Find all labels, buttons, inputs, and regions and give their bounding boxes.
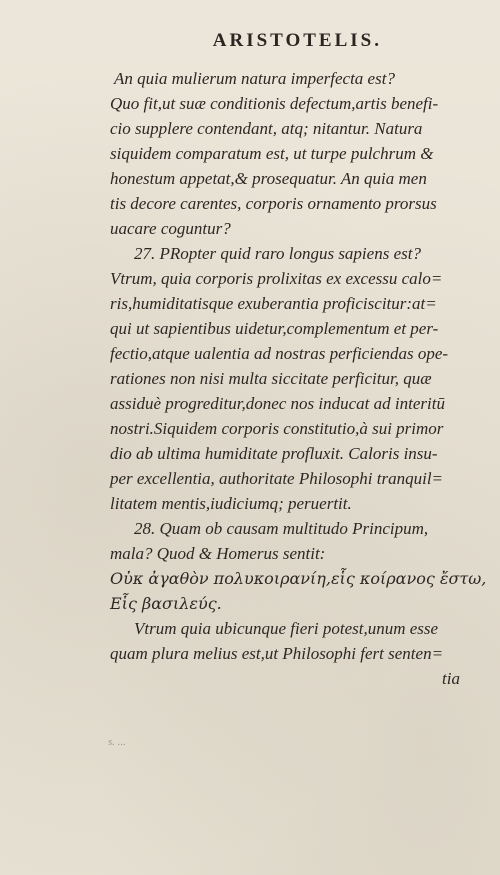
text-line: ris,humiditatisque exuberantia proficiscitur:at= bbox=[110, 294, 437, 313]
text-line: litatem mentis,iudiciumq; peruertit. bbox=[110, 494, 352, 513]
faint-marginal-text: s. ... bbox=[108, 736, 127, 748]
running-head: ARISTOTELIS. bbox=[212, 30, 382, 51]
text-line: Vtrum quia ubicunque fieri potest,unum esse bbox=[134, 619, 439, 638]
text-line: uacare coguntur? bbox=[110, 219, 231, 238]
text-line: An quia mulierum natura imperfecta est? bbox=[114, 69, 395, 88]
text-line: honestum appetat,& prosequatur. An quia men bbox=[110, 169, 427, 188]
text-line: qui ut sapientibus uidetur,complementum et per- bbox=[110, 319, 439, 338]
text-line: tis decore carentes, corporis ornamento prorsus bbox=[110, 194, 437, 213]
greek-verse-line: Οὐκ ἀγαθὸν πολυκοιρανίη,εἷς κοίρανος ἔστω, bbox=[110, 569, 487, 588]
text-line: quam plura melius est,ut Philosophi fert senten= bbox=[110, 644, 444, 663]
text-line: Vtrum, quia corporis prolixitas ex excessu calo= bbox=[110, 269, 443, 288]
text-line: siquidem comparatum est, ut turpe pulchrum & bbox=[110, 144, 434, 163]
text-line: dio ab ultima humiditate profluxit. Caloris insu- bbox=[110, 444, 438, 463]
question-heading: 28. Quam ob causam multitudo Principum, bbox=[134, 519, 429, 538]
text-line: nostri.Siquidem corporis constitutio,à sui primor bbox=[110, 419, 444, 438]
text-line: fectio,atque ualentia ad nostras perficiendas ope- bbox=[110, 344, 449, 363]
catchword: tia bbox=[442, 669, 460, 688]
text-line: assiduè progreditur,donec nos inducat ad interitū bbox=[110, 394, 445, 413]
text-line: per excellentia, authoritate Philosophi tranquil= bbox=[110, 469, 444, 488]
text-line: mala? Quod & Homerus sentit: bbox=[110, 544, 326, 563]
greek-verse-line: Εἷς βασιλεύς. bbox=[110, 594, 222, 613]
question-heading: 27. PRopter quid raro longus sapiens est? bbox=[134, 244, 421, 263]
body-text bbox=[110, 66, 487, 691]
text-line: Quo fit,ut suæ conditionis defectum,artis benefi- bbox=[110, 94, 439, 113]
text-line: rationes non nisi multa siccitate perficitur, quæ bbox=[110, 369, 432, 388]
text-line: cio supplere contendant, atq; nitantur. Natura bbox=[110, 119, 423, 138]
